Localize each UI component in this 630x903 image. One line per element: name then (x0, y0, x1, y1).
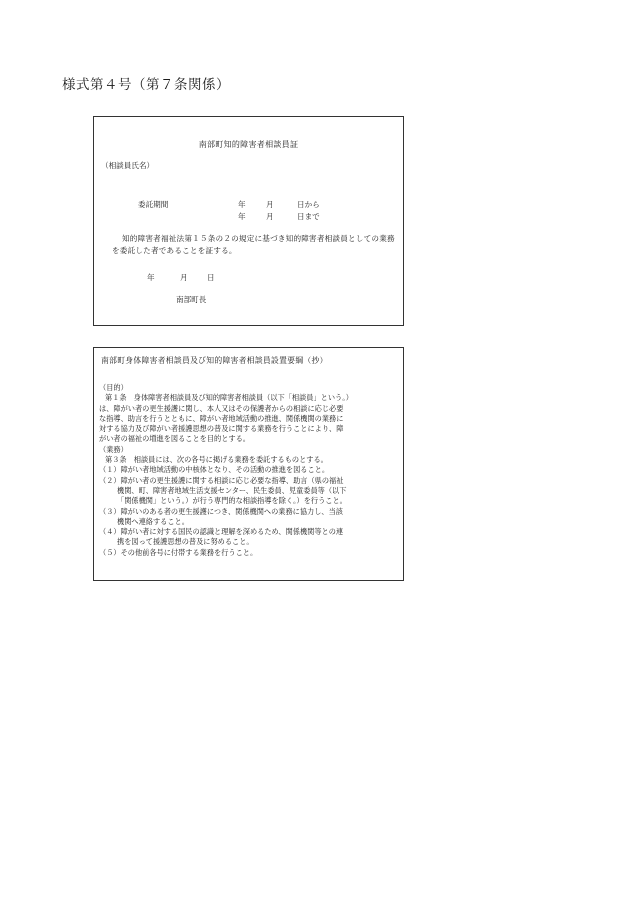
issue-date-day: 日 (207, 273, 215, 282)
outline-line: 機関へ連絡すること。 (117, 516, 189, 526)
period-from-year: 年 (238, 200, 246, 209)
period-to-month: 月 (266, 212, 274, 221)
period-from-month: 月 (266, 200, 274, 209)
issuer-mayor: 南部町長 (176, 295, 207, 304)
issue-date-month: 月 (180, 273, 188, 282)
outline-line: （５）その他前各号に付帯する業務を行うこと。 (99, 547, 258, 557)
outline-title: 南部町身体障害者相談員及び知的障害者相談員設置要綱（抄） (101, 356, 328, 365)
outline-line: 「関係機関」という。）が行う専門的な相談指導を除く。）を行うこと。 (117, 496, 347, 506)
period-to-year: 年 (238, 212, 246, 221)
outline-line: （２）障がい者の更生援護に関する相談に応じ必要な指導、助言（県の福祉 (99, 475, 344, 485)
period-to-day: 日まで (297, 212, 320, 221)
period-from-day: 日から (297, 200, 320, 209)
outline-line: （４）障がい者に対する国民の認識と理解を深めるため、関係機関等との連 (99, 527, 344, 537)
outline-text (99, 383, 399, 558)
outline-line: 対する協力及び障がい者援護思想の普及に関する業務を行うことにより、障 (99, 424, 344, 434)
outline-line: 携を図って援護思想の普及に努めること。 (117, 537, 254, 547)
outline-line: 第１条 身体障害者相談員及び知的障害者相談員（以下「相談員」という。） (105, 393, 353, 403)
outline-line: （１）障がい者地域活動の中核体となり、その活動の推進を図ること。 (99, 465, 330, 475)
certificate-title: 南部町知的障害者相談員証 (198, 140, 299, 149)
outline-line: （業務） (99, 444, 128, 454)
certificate-body: 知的障害者福祉法第１５条の２の規定に基づき知的障害者相談員としての業務を委託した者であることを証する。 (112, 234, 395, 255)
commission-period-label: 委託期間 (138, 200, 169, 209)
outline-line: 第３条 相談員には、次の各号に掲げる業務を委託するものとする。 (105, 455, 328, 465)
counselor-name-label: （相談員氏名） (101, 161, 155, 170)
outline-line: （目的） (99, 383, 128, 392)
outline-line: がい者の福祉の増進を図ることを目的とする。 (99, 434, 250, 444)
certificate-box (93, 116, 404, 326)
outline-line: は、障がい者の更生援護に関し、本人又はその保護者からの相談に応じ必要 (99, 403, 344, 413)
outline-line: （３）障がいのある者の更生援護につき、関係機関への業務に協力し、当該 (99, 506, 343, 516)
outline-line: な指導、助言を行うとともに、障がい者地域活動の推進、関係機関の業務に (99, 413, 344, 423)
issue-date-year: 年 (147, 273, 155, 282)
outline-excerpt-box (93, 347, 404, 581)
form-number-heading: 様式第４号（第７条関係） (62, 77, 230, 93)
outline-line: 機関、町、障害者地域生活支援センター、民生委員、児童委員等（以下 (117, 485, 347, 495)
